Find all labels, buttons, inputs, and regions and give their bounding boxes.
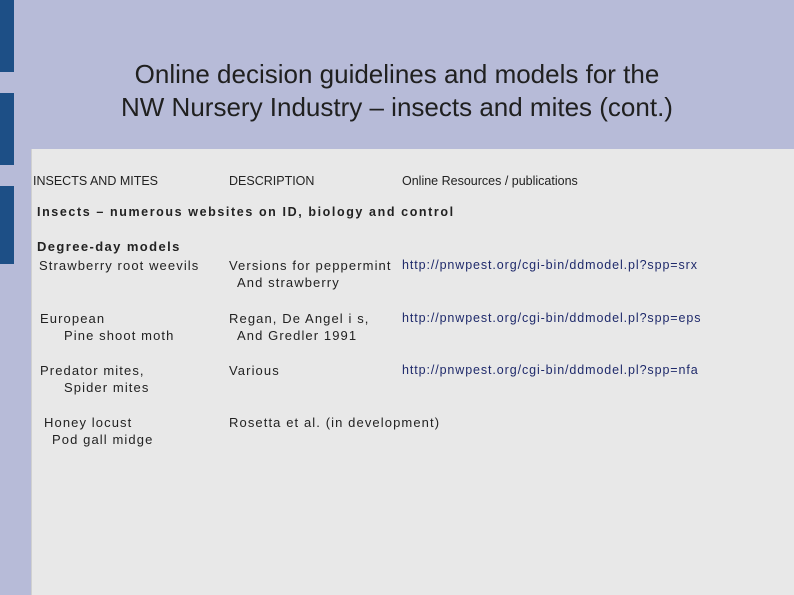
row-1-resource-link[interactable]: http://pnwpest.org/cgi-bin/ddmodel.pl?spp=srx xyxy=(402,258,698,272)
title-line-2: NW Nursery Industry – insects and mites (cont.) xyxy=(121,92,673,122)
row-1-desc-line-1: Versions for peppermint xyxy=(229,258,392,273)
section-insects: Insects – numerous websites on ID, biology and control xyxy=(37,205,455,219)
row-3-desc-line-1: Various xyxy=(229,363,280,378)
slide-title xyxy=(20,58,774,124)
row-3-pest-line-2: Spider mites xyxy=(64,380,150,395)
accent-bar-top xyxy=(0,0,14,72)
row-2-resource-link[interactable]: http://pnwpest.org/cgi-bin/ddmodel.pl?spp=eps xyxy=(402,311,702,325)
row-4-desc-line-1: Rosetta et al. (in development) xyxy=(229,415,441,430)
row-2-pest-line-1: European xyxy=(40,311,106,326)
title-line-1: Online decision guidelines and models for the xyxy=(134,59,660,89)
header-online-resources: Online Resources / publications xyxy=(402,174,578,188)
row-4-pest-line-1: Honey locust xyxy=(44,415,133,430)
accent-bar-middle xyxy=(0,93,14,165)
header-description: DESCRIPTION xyxy=(229,174,315,188)
header-insects-and-mites: INSECTS AND MITES xyxy=(33,174,159,188)
section-degree-day-models: Degree-day models xyxy=(37,239,181,254)
accent-bar-bottom xyxy=(0,186,14,264)
row-3-resource-link[interactable]: http://pnwpest.org/cgi-bin/ddmodel.pl?spp=nfa xyxy=(402,363,699,377)
row-1-pest-line-1: Strawberry root weevils xyxy=(39,258,200,273)
row-1-desc-line-2: And strawberry xyxy=(237,275,340,290)
row-3-pest-line-1: Predator mites, xyxy=(40,363,145,378)
row-2-pest-line-2: Pine shoot moth xyxy=(64,328,175,343)
row-4-pest-line-2: Pod gall midge xyxy=(52,432,154,447)
row-2-desc-line-1: Regan, De Angel i s, xyxy=(229,311,370,326)
row-2-desc-line-2: And Gredler 1991 xyxy=(237,328,358,343)
